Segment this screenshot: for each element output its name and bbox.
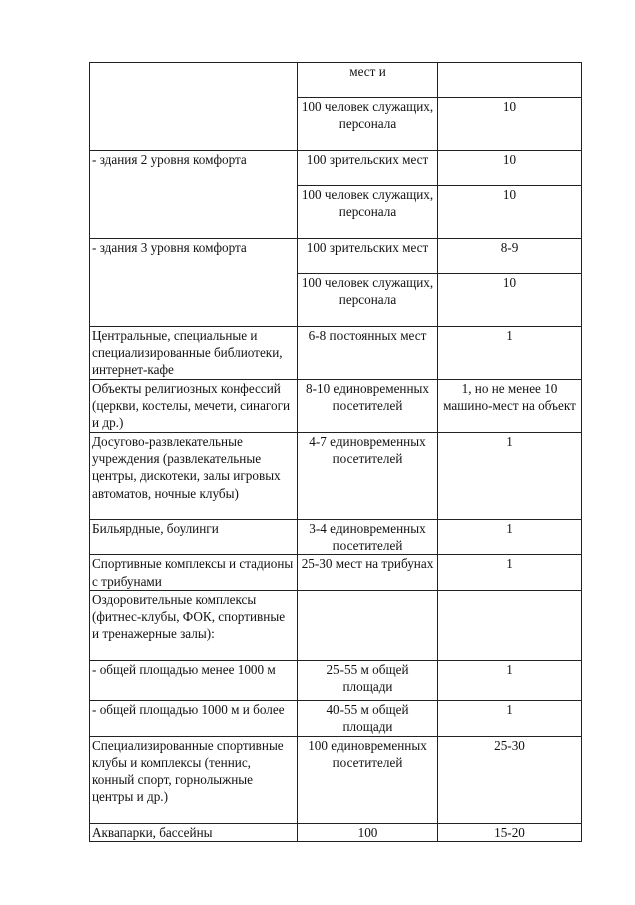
calc-unit-cell: 100 единовременных посетителей [298,736,438,823]
spaces-value-cell: 1 [438,327,582,380]
table-row [90,151,582,186]
spaces-value-cell: 1 [438,700,582,736]
spaces-value-cell: 10 [438,98,582,151]
table-row [90,555,582,590]
spaces-value-cell: 1 [438,433,582,520]
spaces-value-cell: 1 [438,555,582,590]
spaces-value-cell: 1, но не менее 10 машино-мест на объект [438,380,582,433]
object-type-cell: Оздоровительные комплексы (фитнес-клубы, ФОК, спортивные и тренажерные залы): [90,590,298,660]
spaces-value-cell: 1 [438,520,582,555]
table-row [90,380,582,433]
spaces-value-cell: 10 [438,186,582,239]
calc-unit-cell: 100 человек служащих, персонала [298,274,438,327]
table-row [90,433,582,520]
object-type-cell: Аквапарки, бассейны [90,823,298,841]
object-type-cell: - общей площадью менее 1000 м [90,660,298,700]
calc-unit-cell: 25-30 мест на трибунах [298,555,438,590]
spaces-value-cell: 25-30 [438,736,582,823]
object-type-cell: Спортивные комплексы и стадионы с трибунами [90,555,298,590]
table-row [90,823,582,841]
calc-unit-cell: 100 зрительских мест [298,151,438,186]
calc-unit-cell: 3-4 единовременных посетителей [298,520,438,555]
table-row [90,520,582,555]
object-type-cell: Досугово-развлекательные учреждения (развлекательные центры, дискотеки, залы игровых автоматов, ночные клубы) [90,433,298,520]
parking-norms-table [89,62,582,842]
calc-unit-cell: 100 человек служащих, персонала [298,186,438,239]
spaces-value-cell: 10 [438,151,582,186]
object-type-cell: Специализированные спортивные клубы и комплексы (теннис, конный спорт, горнолыжные центры и др.) [90,736,298,823]
spaces-value-cell: 15-20 [438,823,582,841]
table-row [90,700,582,736]
calc-unit-cell: 100 зрительских мест [298,239,438,274]
object-type-cell: Центральные, специальные и специализированные библиотеки, интернет-кафе [90,327,298,380]
calc-unit-cell: 40-55 м общей площади [298,700,438,736]
table-row [90,736,582,823]
table-row [90,239,582,274]
calc-unit-cell: 25-55 м общей площади [298,660,438,700]
spaces-value-cell: 1 [438,660,582,700]
spaces-value-cell [438,63,582,98]
calc-unit-cell: 4-7 единовременных посетителей [298,433,438,520]
object-type-cell: - общей площадью 1000 м и более [90,700,298,736]
calc-unit-cell: мест и [298,63,438,98]
calc-unit-cell: 8-10 единовременных посетителей [298,380,438,433]
object-type-cell: Бильярдные, боулинги [90,520,298,555]
table-row [90,590,582,660]
calc-unit-cell: 100 [298,823,438,841]
table-row [90,660,582,700]
calc-unit-cell: 100 человек служащих, персонала [298,98,438,151]
spaces-value-cell: 8-9 [438,239,582,274]
calc-unit-cell [298,590,438,660]
table-row [90,327,582,380]
object-type-cell [90,63,298,151]
object-type-cell: - здания 2 уровня комфорта [90,151,298,239]
object-type-cell: - здания 3 уровня комфорта [90,239,298,327]
object-type-cell: Объекты религиозных конфессий (церкви, костелы, мечети, синагоги и др.) [90,380,298,433]
spaces-value-cell [438,590,582,660]
table-row [90,63,582,98]
calc-unit-cell: 6-8 постоянных мест [298,327,438,380]
spaces-value-cell: 10 [438,274,582,327]
